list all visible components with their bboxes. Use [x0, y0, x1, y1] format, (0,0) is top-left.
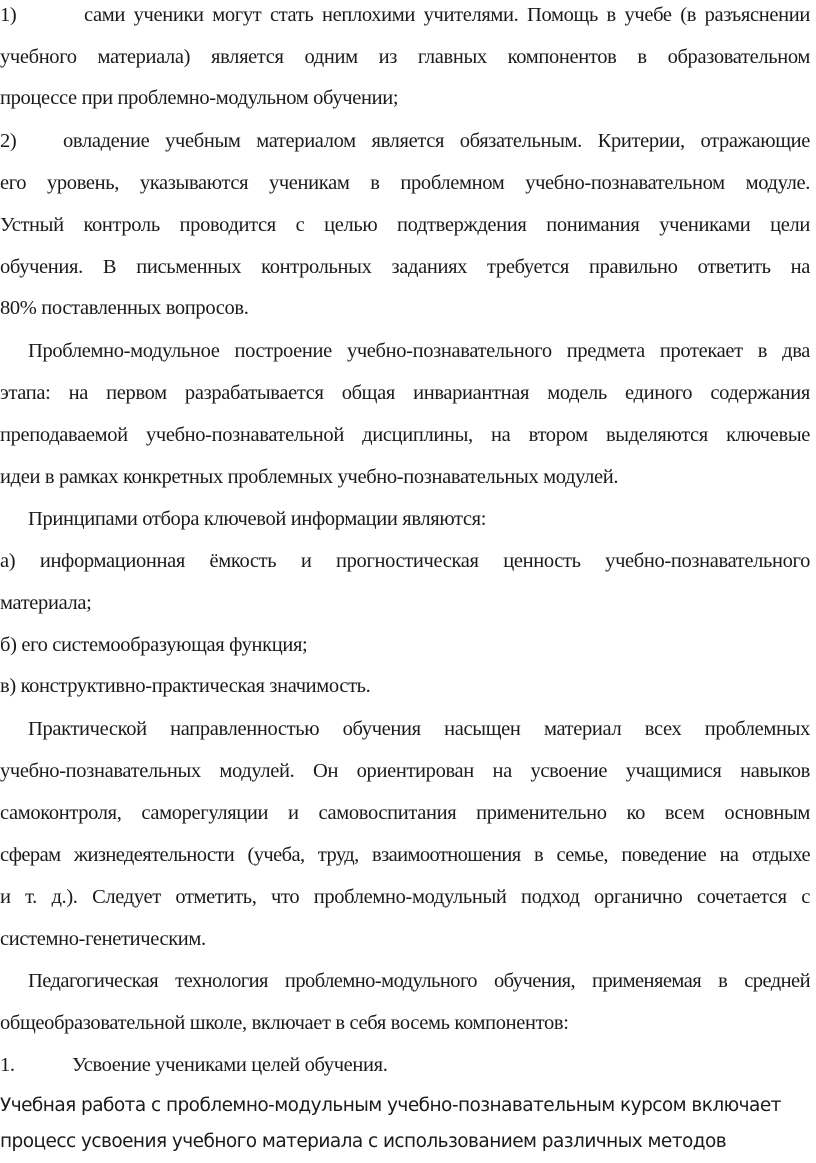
- text-line: учебно-познавательных модулей. Он ориентирован на усвоение учащимися навыков: [0, 760, 810, 782]
- principles-intro: Принципами отбора ключевой информации являются:: [28, 508, 487, 530]
- principle-b: б) его системообразующая функция;: [0, 634, 308, 656]
- list-item-1-first-line: сами ученики могут стать неплохими учителями. Помощь в учебе (в разъяснении: [84, 4, 810, 26]
- component-item-1-number: 1.: [0, 1054, 15, 1076]
- paragraph-first-line: Педагогическая технология проблемно-модульного обучения, применяемая в средней: [28, 970, 810, 992]
- text-line: 80% поставленных вопросов.: [0, 297, 249, 319]
- text-line: обучения. В письменных контрольных заданиях требуется правильно ответить на: [0, 256, 810, 278]
- text-line: самоконтроля, саморегуляции и самовоспитания применительно ко всем основным: [0, 802, 810, 824]
- text-line: процесс усвоения учебного материала с использованием различных методов: [0, 1131, 727, 1152]
- text-line: материала;: [0, 592, 92, 614]
- principle-c: в) конструктивно-практическая значимость.: [0, 675, 371, 697]
- list-item-1-number: 1): [0, 4, 17, 26]
- text-line: системно-генетическим.: [0, 928, 206, 950]
- component-item-1-text: Усвоение учениками целей обучения.: [72, 1054, 388, 1076]
- text-line: сферам жизнедеятельности (учеба, труд, взаимоотношения в семье, поведение на отдыхе: [0, 844, 810, 866]
- paragraph-first-line: Практической направленностью обучения насыщен материал всех проблемных: [28, 718, 810, 740]
- text-line: Устный контроль проводится с целью подтверждения понимания учениками цели: [0, 214, 810, 236]
- text-line: Учебная работа с проблемно-модульным учебно-познавательным курсом включает: [0, 1095, 781, 1116]
- paragraph-first-line: Проблемно-модульное построение учебно-познавательного предмета протекает в два: [28, 340, 810, 362]
- text-line: общеобразовательной школе, включает в себя восемь компонентов:: [0, 1012, 569, 1034]
- text-line: его уровень, указываются ученикам в проблемном учебно-познавательном модуле.: [0, 172, 810, 194]
- text-line: процессе при проблемно-модульном обучении;: [0, 87, 399, 109]
- text-line: идеи в рамках конкретных проблемных учебно-познавательных модулей.: [0, 466, 619, 488]
- text-line: преподаваемой учебно-познавательной дисциплины, на втором выделяются ключевые: [0, 424, 810, 446]
- principle-a: а) информационная ёмкость и прогностическая ценность учебно-познавательного: [0, 550, 810, 572]
- list-item-2-first-line: овладение учебным материалом является обязательным. Критерии, отражающие: [63, 130, 810, 152]
- list-item-2-number: 2): [0, 130, 17, 152]
- text-line: этапа: на первом разрабатывается общая инвариантная модель единого содержания: [0, 382, 810, 404]
- text-line: и т. д.). Следует отметить, что проблемно-модульный подход органично сочетается с: [0, 886, 810, 908]
- text-line: учебного материала) является одним из главных компонентов в образовательном: [0, 46, 810, 68]
